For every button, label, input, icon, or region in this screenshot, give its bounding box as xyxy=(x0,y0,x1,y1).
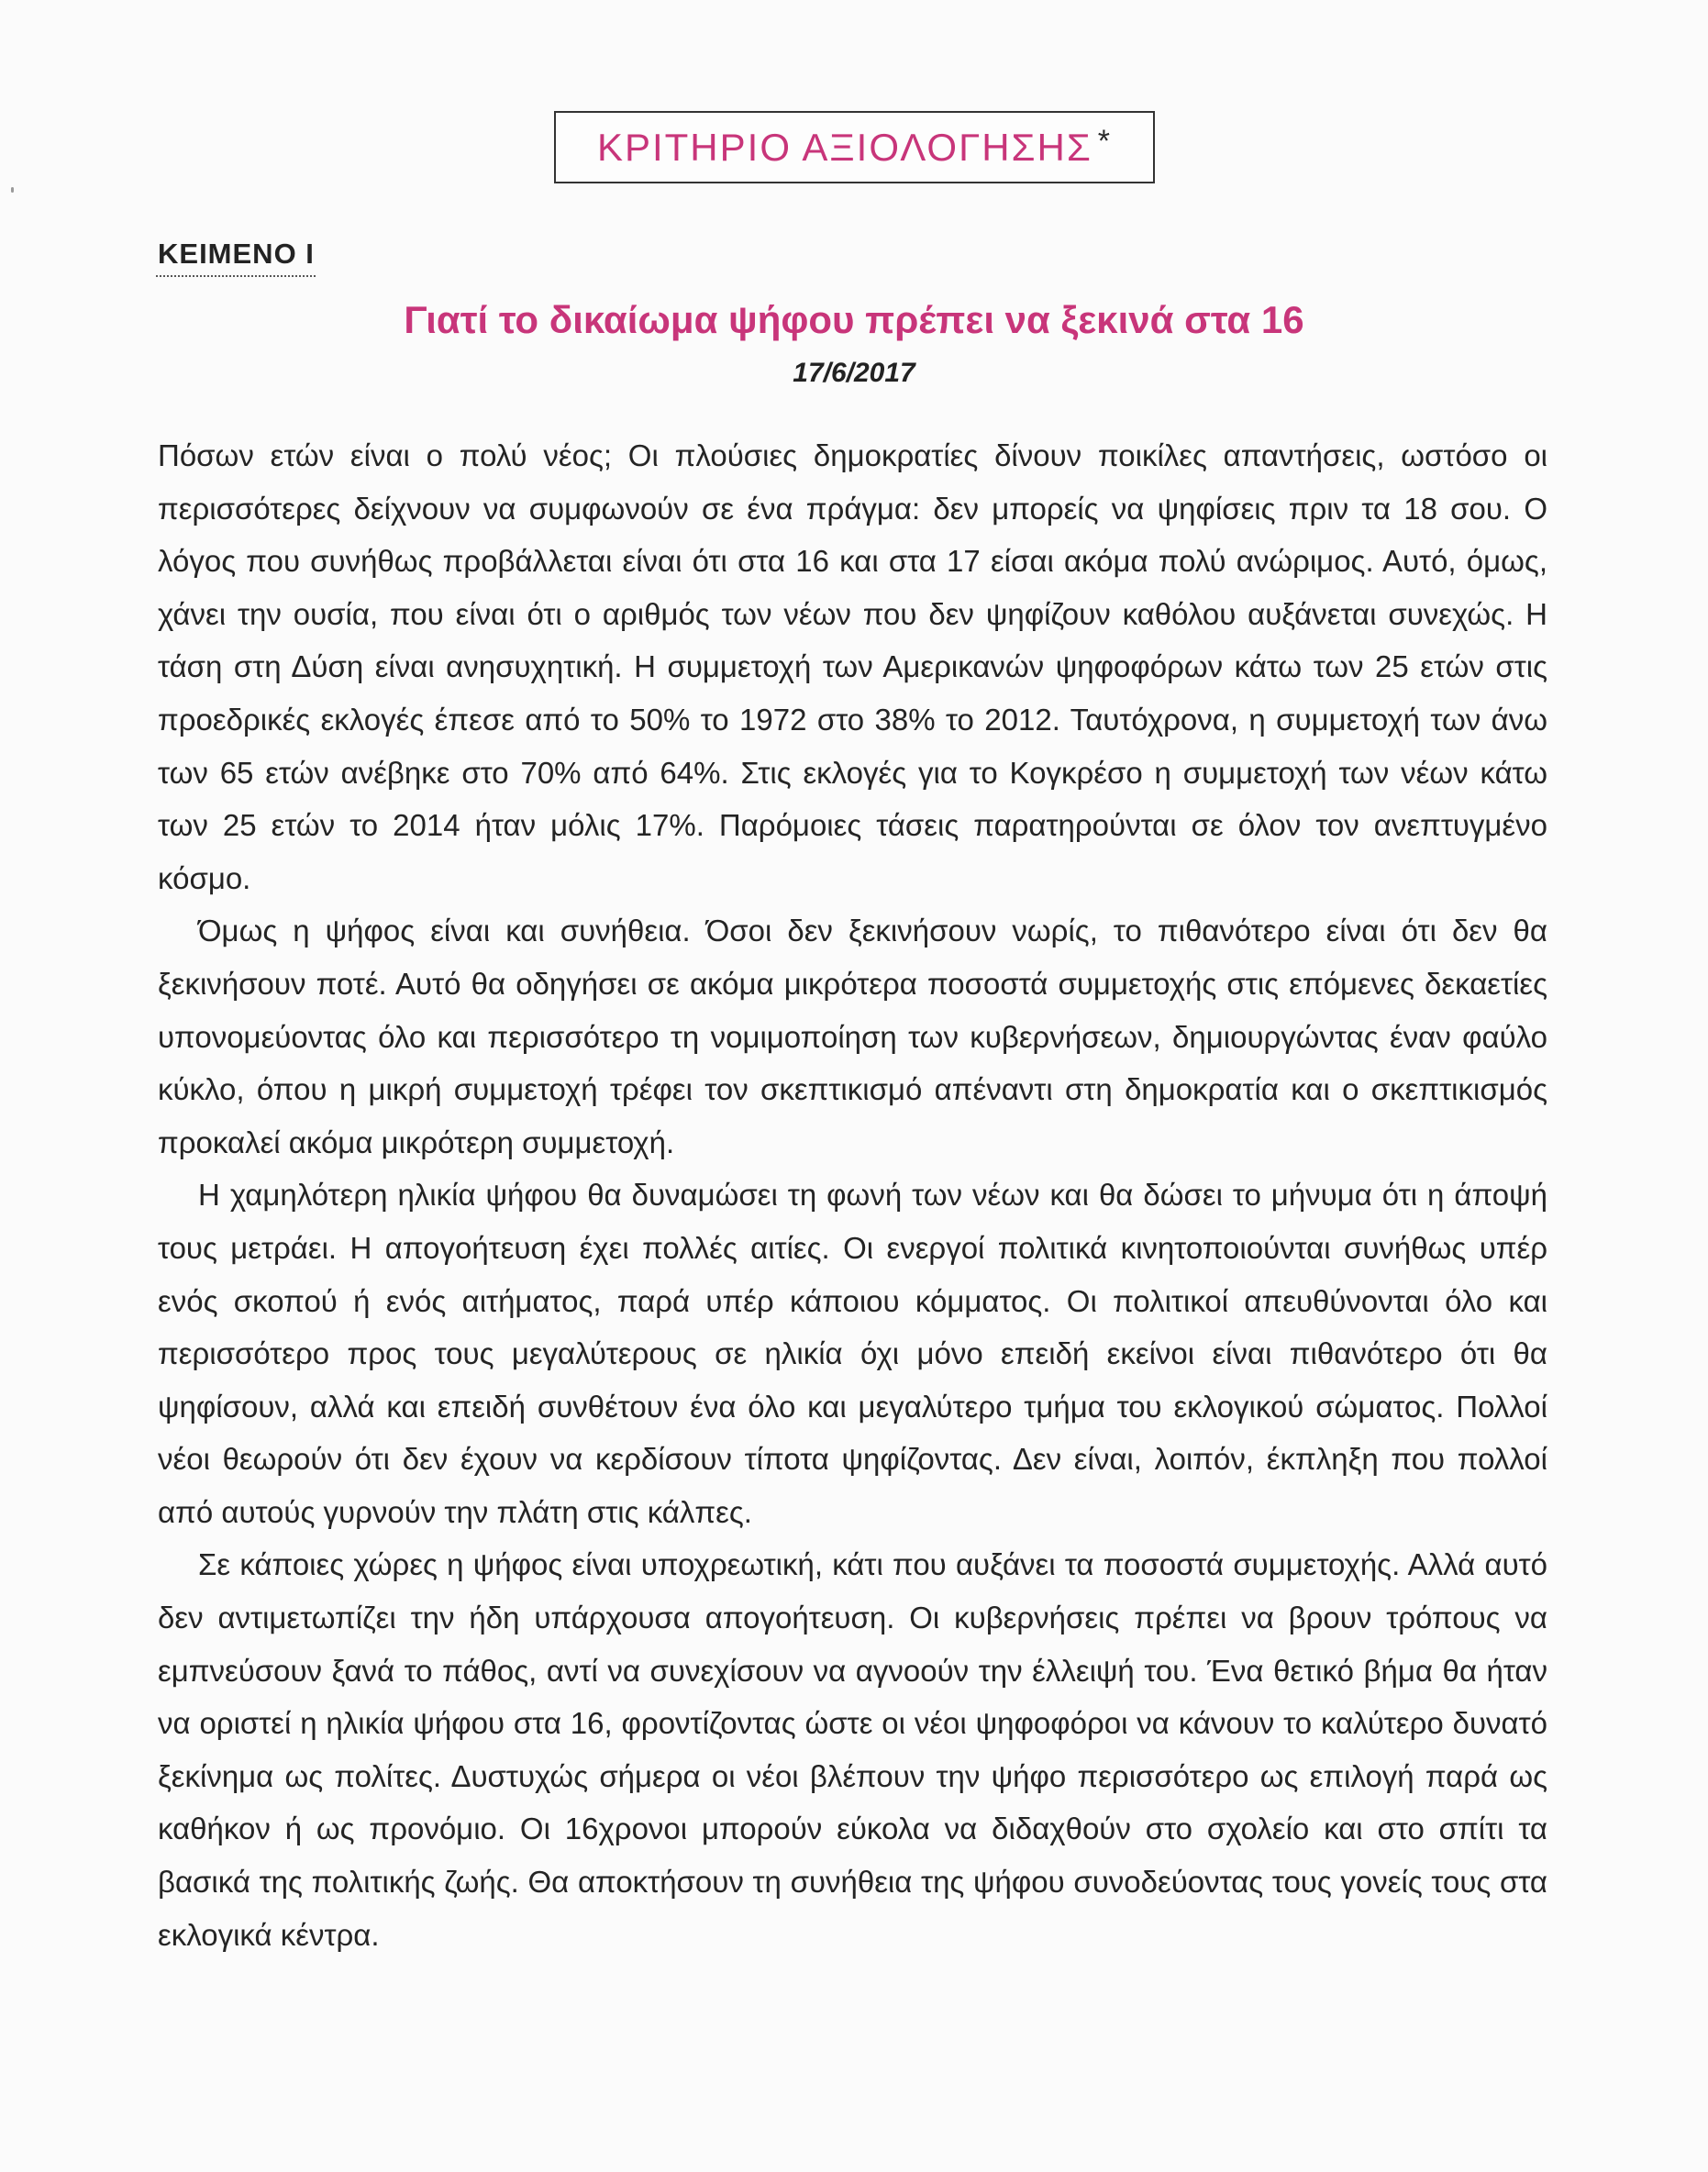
section-label: ΚΕΙΜΕΝΟ Ι xyxy=(158,238,315,270)
paragraph: Σε κάποιες χώρες η ψήφος είναι υποχρεωτική, κάτι που αυξάνει τα ποσοστά συμμετοχής. Αλλά αυτό δεν αντιμετωπίζει την ήδη υπάρχουσα απογοήτευση. Οι κυβερνήσεις πρέπει να βρουν τρόπους να εμπνεύσουν ξανά το πάθος, αντί να συνεχίσουν να αγνοούν την έλλειψή του. Ένα θετικό βήμα θα ήταν να οριστεί η ηλικία ψήφου στα 16, φροντίζοντας ώστε οι νέοι ψηφοφόροι να κάνουν το καλύτερο δυνατό ξεκίνημα ως πολίτες. Δυστυχώς σήμερα οι νέοι βλέπουν την ψήφο περισσότερο ως επιλογή παρά ως καθήκον ή ως προνόμιο. Οι 16χρονοι μπορούν εύκολα να διδαχθούν στο σχολείο και στο σπίτι τα βασικά της πολιτικής ζωής. Θα αποκτήσουν τη συνήθεια της ψήφου συνοδεύοντας τους γονείς τους στα εκλογικά κέντρα. xyxy=(158,1547,1547,1952)
article-body xyxy=(158,429,1547,1961)
paragraph: Η χαμηλότερη ηλικία ψήφου θα δυναμώσει τη φωνή των νέων και θα δώσει το μήνυμα ότι η άποψή τους μετράει. Η απογοήτευση έχει πολλές αιτίες. Οι ενεργοί πολιτικά κινητοποιούνται συνήθως υπέρ ενός σκοπού ή ενός αιτήματος, παρά υπέρ κάποιου κόμματος. Οι πολιτικοί απευθύνονται όλο και περισσότερο προς τους μεγαλύτερους σε ηλικία όχι μόνο επειδή εκείνοι είναι πιθανότερο ότι θα ψηφίσουν, αλλά και επειδή συνθέτουν ένα όλο και μεγαλύτερο τμήμα του εκλογικού σώματος. Πολλοί νέοι θεωρούν ότι δεν έχουν να κερδίσουν τίποτα ψηφίζοντας. Δεν είναι, λοιπόν, έκπληξη που πολλοί από αυτούς γυρνούν την πλάτη στις κάλπες. xyxy=(158,1178,1547,1529)
assessment-title-box xyxy=(554,111,1155,183)
footnote-asterisk: * xyxy=(1097,124,1113,159)
assessment-title-text: ΚΡΙΤΗΡΙΟ ΑΞΙΟΛΟΓΗΣΗΣ xyxy=(596,125,1092,169)
article-title: Γιατί το δικαίωμα ψήφου πρέπει να ξεκινά στα 16 xyxy=(404,298,1304,341)
paragraph: Όμως η ψήφος είναι και συνήθεια. Όσοι δεν ξεκινήσουν νωρίς, το πιθανότερο είναι ότι δεν θα ξεκινήσουν ποτέ. Αυτό θα οδηγήσει σε ακόμα μικρότερα ποσοστά συμμετοχής στις επόμενες δεκαετίες υπονομεύοντας όλο και περισσότερο τη νομιμοποίηση των κυβερνήσεων, δημιουργώντας έναν φαύλο κύκλο, όπου η μικρή συμμετοχή τρέφει τον σκεπτικισμό απέναντι στη δημοκρατία και ο σκεπτικισμός προκαλεί ακόμα μικρότερη συμμετοχή. xyxy=(158,914,1547,1159)
paragraph: Πόσων ετών είναι ο πολύ νέος; Οι πλούσιες δημοκρατίες δίνουν ποικίλες απαντήσεις, ωστόσο οι περισσότερες δείχνουν να συμφωνούν σε ένα πράγμα: δεν μπορείς να ψηφίσεις πριν τα 18 σου. Ο λόγος που συνήθως προβάλλεται είναι ότι στα 16 και στα 17 είσαι ακόμα πολύ ανώριμος. Αυτό, όμως, χάνει την ουσία, που είναι ότι ο αριθμός των νέων που δεν ψηφίζουν καθόλου αυξάνεται συνεχώς. Η τάση στη Δύση είναι ανησυχητική. Η συμμετοχή των Αμερικανών ψηφοφόρων κάτω των 25 ετών στις προεδρικές εκλογές έπεσε από το 50% το 1972 στο 38% το 2012. Ταυτόχρονα, η συμμετοχή των άνω των 65 ετών ανέβηκε στο 70% από 64%. Στις εκλογές για το Κογκρέσο η συμμετοχή των νέων κάτω των 25 ετών το 2014 ήταν μόλις 17%. Παρόμοιες τάσεις παρατηρούνται σε όλον τον ανεπτυγμένο κόσμο. xyxy=(158,438,1547,895)
section-underline xyxy=(156,275,316,277)
article-date: 17/6/2017 xyxy=(793,358,915,388)
assessment-title xyxy=(556,113,1153,182)
scan-speck xyxy=(11,187,14,193)
